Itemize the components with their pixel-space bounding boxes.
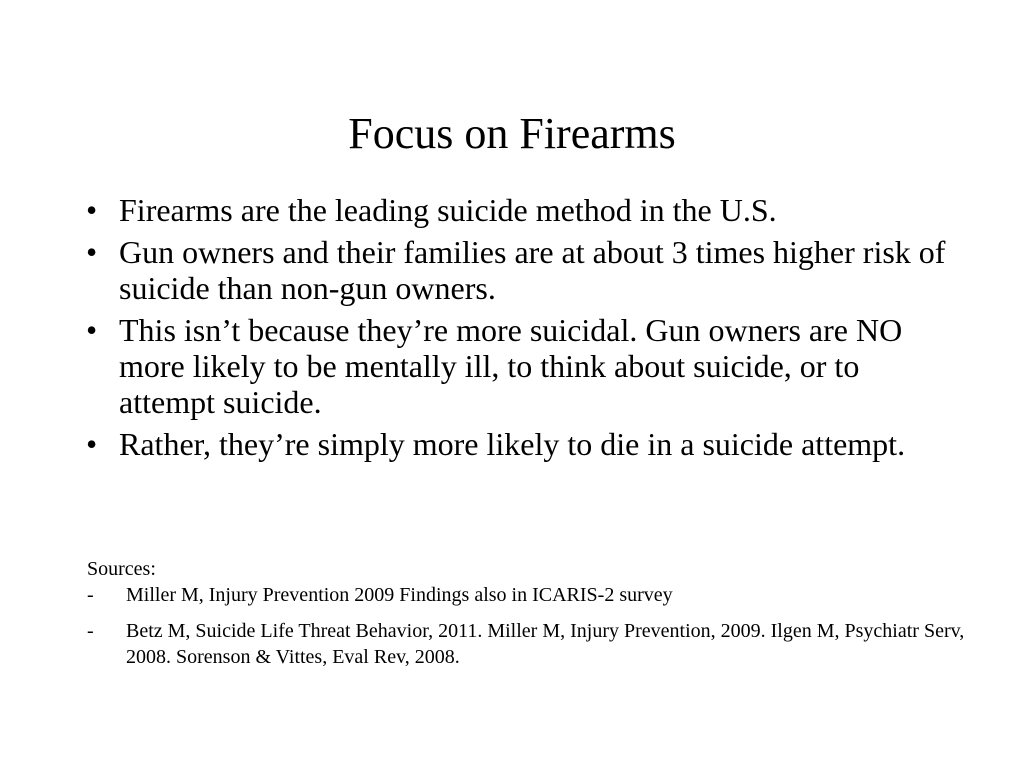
source-text: Betz M, Suicide Life Threat Behavior, 2011. Miller M, Injury Prevention, 2009. Ilgen M, Psychiatr Serv, 2008. Sorenson & Vittes, Eval Rev, 2008. bbox=[126, 620, 965, 668]
dash-icon: - bbox=[87, 620, 94, 642]
bullet-text: Firearms are the leading suicide method in the U.S. bbox=[119, 192, 777, 228]
sources-heading: Sources: bbox=[87, 558, 156, 580]
bullet-icon: • bbox=[86, 192, 98, 228]
source-item bbox=[87, 618, 967, 670]
bullet-icon: • bbox=[86, 312, 98, 348]
bullet-item bbox=[86, 312, 946, 420]
bullet-icon: • bbox=[86, 426, 98, 462]
slide-title: Focus on Firearms bbox=[348, 109, 676, 158]
bullet-item bbox=[86, 234, 946, 306]
bullet-text: Gun owners and their families are at about 3 times higher risk of suicide than non-gun owners. bbox=[119, 234, 946, 306]
sources-section bbox=[87, 556, 967, 670]
bullet-item bbox=[86, 192, 946, 228]
bullet-icon: • bbox=[86, 234, 98, 270]
bullet-text: Rather, they’re simply more likely to die in a suicide attempt. bbox=[119, 426, 906, 462]
source-text: Miller M, Injury Prevention 2009 Findings also in ICARIS-2 survey bbox=[126, 584, 673, 606]
dash-icon: - bbox=[87, 584, 94, 606]
bullet-text: This isn’t because they’re more suicidal. Gun owners are NO more likely to be mentally ill, to think about suicide, or to attempt suicide. bbox=[119, 312, 903, 420]
bullet-list bbox=[86, 192, 946, 468]
bullet-item bbox=[86, 426, 946, 462]
source-item bbox=[87, 582, 967, 608]
